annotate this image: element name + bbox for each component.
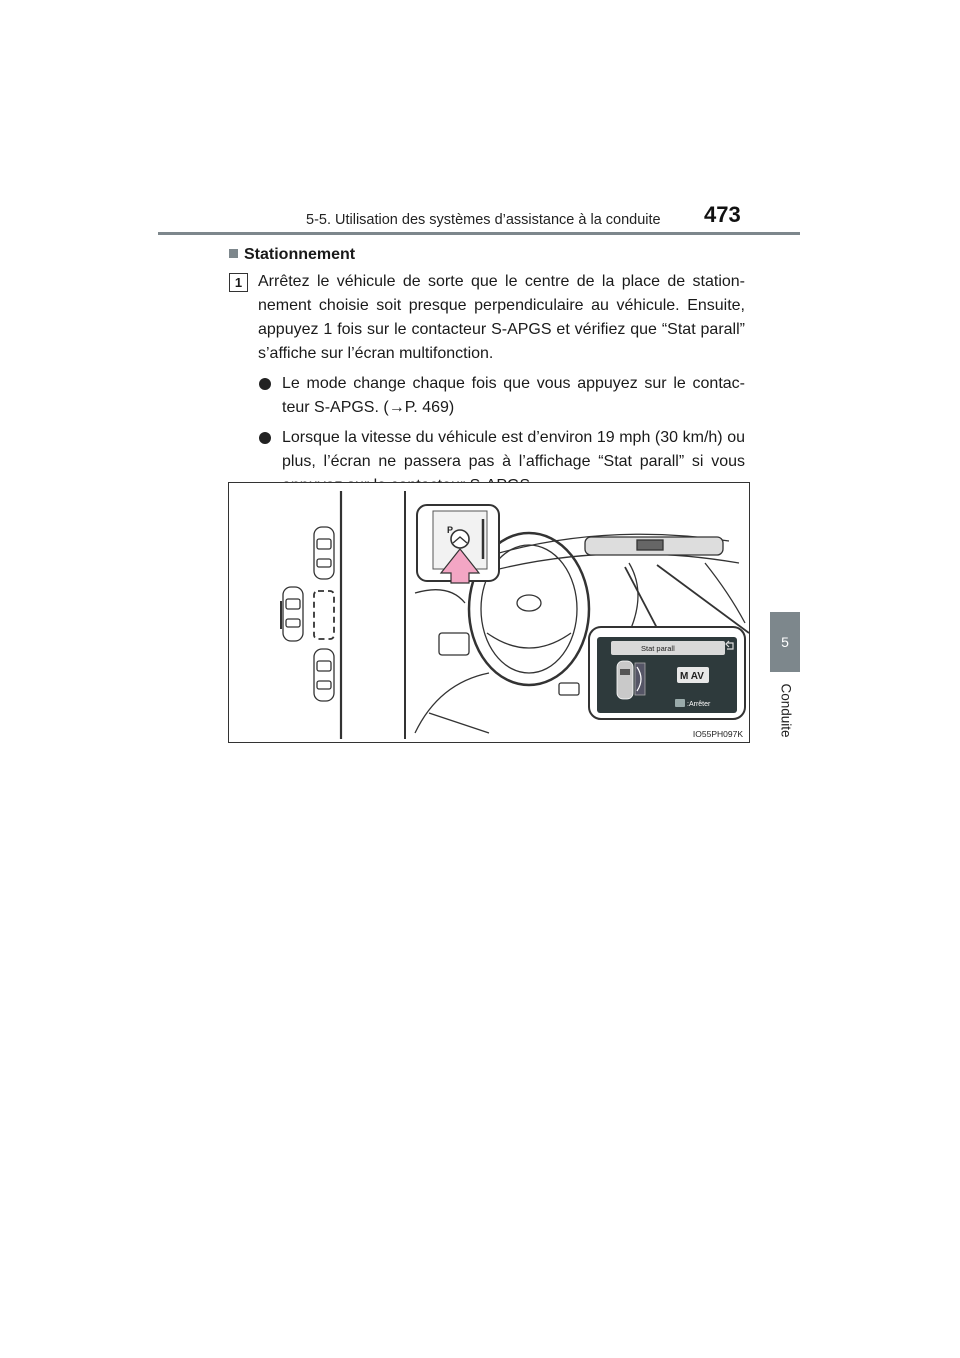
chapter-label-box <box>756 680 816 740</box>
illustration-drawing <box>229 483 750 743</box>
image-code: IO55PH097K <box>692 729 743 739</box>
bullet-text: Lorsque la vitesse du véhicule est d’environ 19 mph (30 km/h) ou plus, l’écran ne passera pas à l’affichage “Stat parall” si vous <box>282 429 745 470</box>
parking-diagram <box>281 491 341 739</box>
heading-text: Stationnement <box>244 246 356 263</box>
page-header <box>0 0 960 240</box>
step-text: Arrêtez le véhicule de sorte que le centre de la place de station-nement choisie soit presque perpendiculaire au véhicule. Ensuite, appuyez 1 fois sur le contacteur S-APGS et vérifiez que “Stat parall” s’affiche sur l’écran multifonction. <box>258 273 745 362</box>
screen-title: Stat parall <box>641 644 675 653</box>
parked-car-bottom-icon <box>314 649 334 701</box>
bullet-dot-icon <box>259 432 271 444</box>
screen-stop-label: :Arrêter <box>687 701 711 708</box>
chapter-tab <box>770 612 800 672</box>
parking-assist-switch-icon <box>451 530 469 548</box>
section-title: 5-5. Utilisation des systèmes d’assistance à la conduite <box>306 212 661 228</box>
bullet-text: Le mode change chaque fois que vous appuyez sur le contac-teur S-APGS. (→P. 469) <box>282 375 745 416</box>
chapter-number: 5 <box>781 634 789 650</box>
target-parking-space <box>314 591 334 639</box>
screen-mav-button: M AV <box>680 671 704 682</box>
bullet-item <box>258 372 745 420</box>
main-content <box>229 242 745 498</box>
chapter-label: Conduite <box>778 682 794 738</box>
square-bullet-icon <box>229 249 238 258</box>
section-heading <box>229 242 745 268</box>
illustration-figure <box>228 482 750 743</box>
page-number: 473 <box>704 202 741 227</box>
parked-car-top-icon <box>314 527 334 579</box>
svg-text:P: P <box>447 525 454 535</box>
bullet-dot-icon <box>259 378 271 390</box>
header-rule <box>158 232 800 235</box>
screen-car-icon <box>617 661 645 699</box>
step-1 <box>229 270 745 498</box>
step-number: 1 <box>229 273 248 292</box>
s-apgs-switch-inset <box>417 505 499 583</box>
own-car-icon <box>281 587 303 641</box>
multi-info-display-inset <box>589 627 745 719</box>
